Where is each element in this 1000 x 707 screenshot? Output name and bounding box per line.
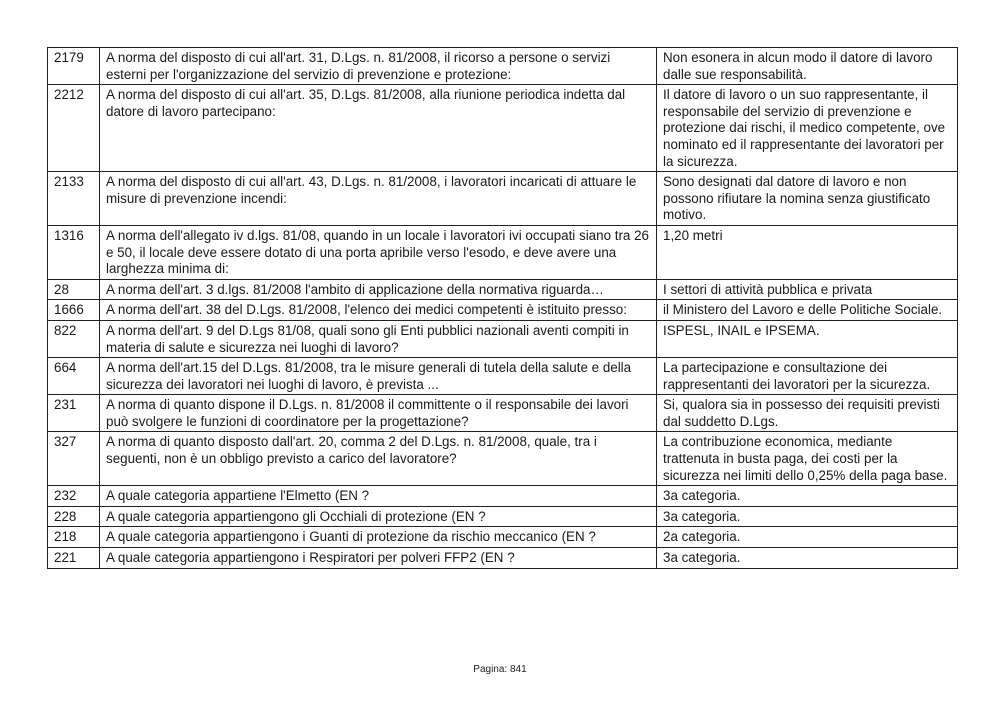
answer-text: 3a categoria. — [657, 486, 958, 507]
question-text: A quale categoria appartiengono i Respiratori per polveri FFP2 (EN ? — [100, 548, 657, 569]
questions-table — [47, 47, 958, 569]
question-id: 822 — [48, 320, 100, 357]
answer-text: Non esonera in alcun modo il datore di lavoro dalle sue responsabilità. — [657, 48, 958, 85]
answer-text: I settori di attività pubblica e privata — [657, 279, 958, 300]
table-row — [48, 279, 958, 300]
question-text: A norma del disposto di cui all'art. 31, D.Lgs. n. 81/2008, il ricorso a persone o servizi esterni per l'organizzazione del servizio di prevenzione e protezione: — [100, 48, 657, 85]
question-text: A norma dell'art. 38 del D.Lgs. 81/2008, l'elenco dei medici competenti è istituito presso: — [100, 300, 657, 321]
question-id: 2133 — [48, 172, 100, 226]
question-text: A norma dell'art. 3 d.lgs. 81/2008 l'ambito di applicazione della normativa riguarda… — [100, 279, 657, 300]
answer-text: Sono designati dal datore di lavoro e non possono rifiutare la nomina senza giustificato motivo. — [657, 172, 958, 226]
table-row — [48, 172, 958, 226]
page-number: Pagina: 841 — [473, 664, 527, 675]
question-id: 231 — [48, 395, 100, 432]
question-text: A norma del disposto di cui all'art. 35, D.Lgs. 81/2008, alla riunione periodica indetta dal datore di lavoro partecipano: — [100, 85, 657, 172]
question-text: A norma di quanto dispone il D.Lgs. n. 81/2008 il committente o il responsabile dei lavori può svolgere le funzioni di coordinatore per la progettazione? — [100, 395, 657, 432]
table-row — [48, 358, 958, 395]
table-row — [48, 548, 958, 569]
question-text: A norma dell'art. 9 del D.Lgs 81/08, quali sono gli Enti pubblici nazionali aventi compiti in materia di salute e sicurezza nei luoghi di lavoro? — [100, 320, 657, 357]
table-row — [48, 395, 958, 432]
table-row — [48, 85, 958, 172]
answer-text: Si, qualora sia in possesso dei requisiti previsti dal suddetto D.Lgs. — [657, 395, 958, 432]
question-text: A quale categoria appartiengono gli Occhiali di protezione (EN ? — [100, 506, 657, 527]
answer-text: Il datore di lavoro o un suo rappresentante, il responsabile del servizio di prevenzione e protezione dai rischi, il medico competente, ove nominato ed il rappresentante dei lavoratori per la sicurezza. — [657, 85, 958, 172]
answer-text: ISPESL, INAIL e IPSEMA. — [657, 320, 958, 357]
question-text: A norma dell'allegato iv d.lgs. 81/08, quando in un locale i lavoratori ivi occupati siano tra 26 e 50, il locale deve essere dotato di una porta apribile verso l'esodo, e deve avere una larghezza minima di: — [100, 225, 657, 279]
table-row — [48, 432, 958, 486]
answer-text: 3a categoria. — [657, 506, 958, 527]
table-row — [48, 48, 958, 85]
answer-text: 2a categoria. — [657, 527, 958, 548]
question-text: A norma dell'art.15 del D.Lgs. 81/2008, tra le misure generali di tutela della salute e della sicurezza dei lavoratori nei luoghi di lavoro, è prevista ... — [100, 358, 657, 395]
answer-text: La partecipazione e consultazione dei rappresentanti dei lavoratori per la sicurezza. — [657, 358, 958, 395]
answer-text: 3a categoria. — [657, 548, 958, 569]
question-text: A norma di quanto disposto dall'art. 20, comma 2 del D.Lgs. n. 81/2008, quale, tra i seguenti, non è un obbligo previsto a carico del lavoratore? — [100, 432, 657, 486]
question-id: 327 — [48, 432, 100, 486]
question-id: 228 — [48, 506, 100, 527]
question-id: 1316 — [48, 225, 100, 279]
question-text: A quale categoria appartiengono i Guanti di protezione da rischio meccanico (EN ? — [100, 527, 657, 548]
answer-text: La contribuzione economica, mediante trattenuta in busta paga, dei costi per la sicurezza nei limiti dello 0,25% della paga base. — [657, 432, 958, 486]
table-row — [48, 320, 958, 357]
table-row — [48, 300, 958, 321]
question-id: 221 — [48, 548, 100, 569]
table-row — [48, 225, 958, 279]
question-text: A quale categoria appartiene l'Elmetto (EN ? — [100, 486, 657, 507]
question-id: 2212 — [48, 85, 100, 172]
answer-text: il Ministero del Lavoro e delle Politiche Sociale. — [657, 300, 958, 321]
answer-text: 1,20 metri — [657, 225, 958, 279]
question-text: A norma del disposto di cui all'art. 43, D.Lgs. n. 81/2008, i lavoratori incaricati di attuare le misure di prevenzione incendi: — [100, 172, 657, 226]
question-id: 218 — [48, 527, 100, 548]
question-id: 1666 — [48, 300, 100, 321]
table-row — [48, 527, 958, 548]
question-id: 232 — [48, 486, 100, 507]
question-id: 664 — [48, 358, 100, 395]
table-row — [48, 506, 958, 527]
question-id: 2179 — [48, 48, 100, 85]
question-id: 28 — [48, 279, 100, 300]
table-row — [48, 486, 958, 507]
